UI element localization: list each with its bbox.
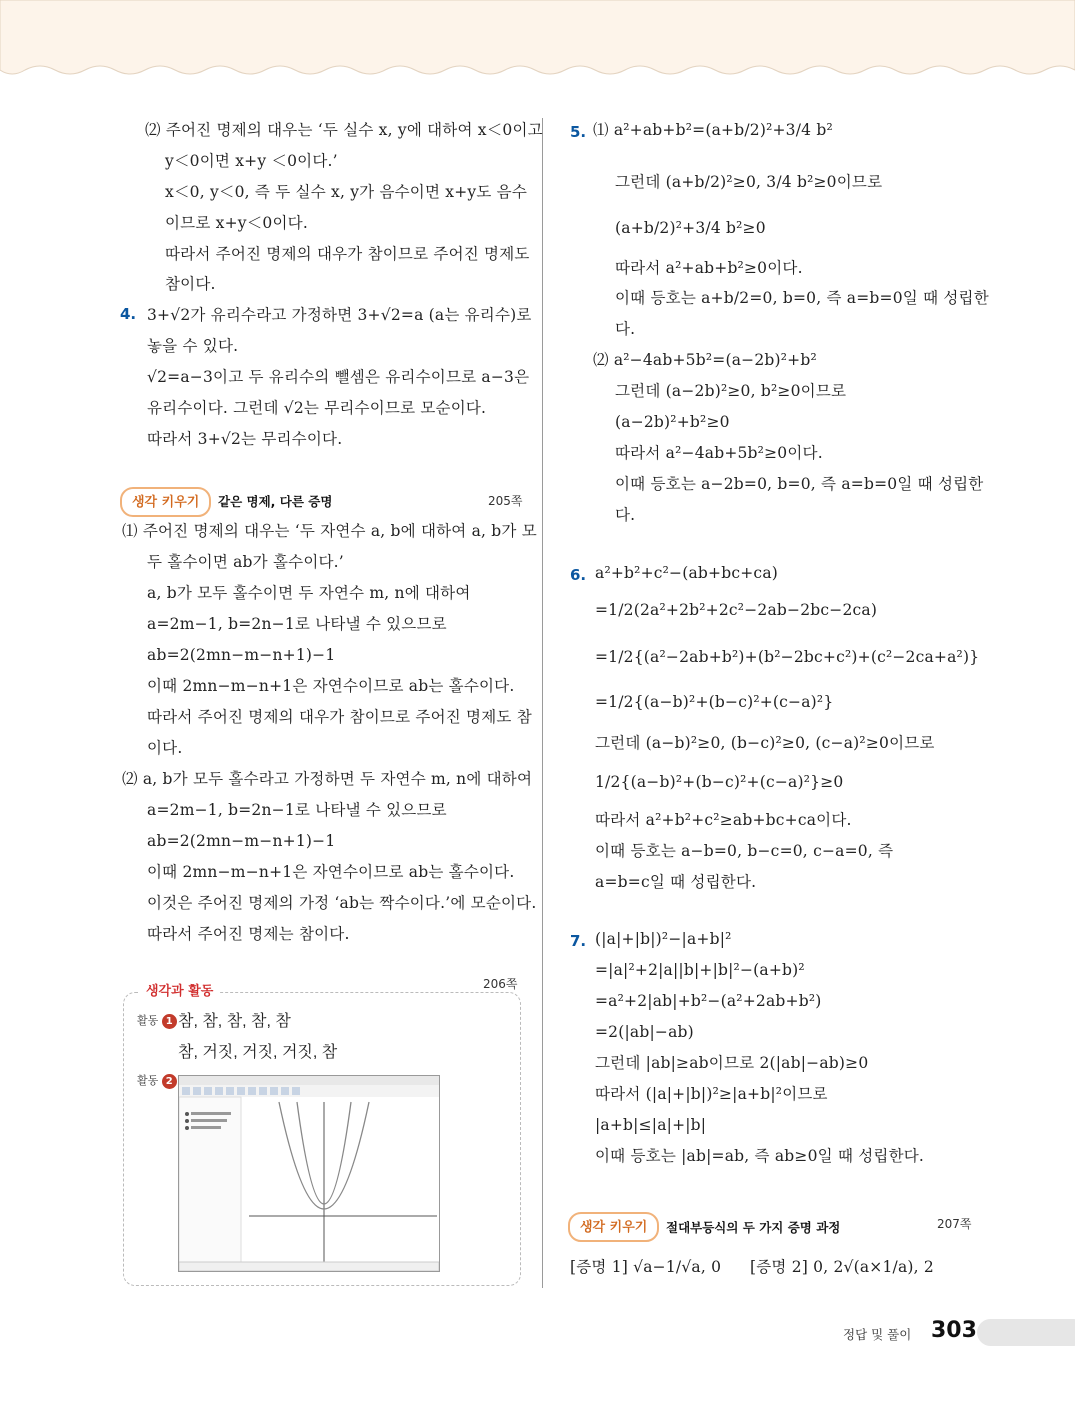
activity-title: 생각과 활동: [140, 980, 219, 999]
section-title: 같은 명제, 다른 증명: [218, 494, 333, 509]
text-line: ⑵ a, b가 모두 홀수라고 가정하면 두 자연수 m, n에 대하여: [122, 770, 533, 788]
text-line: 이때 2mn−m−n+1은 자연수이므로 ab는 홀수이다.: [147, 863, 515, 881]
text-line: 이때 등호는 a+b/2=0, b=0, 즉 a=b=0일 때 성립한: [615, 289, 989, 307]
page-reference: 205쪽: [488, 494, 523, 508]
activity-number-badge: 1: [162, 1014, 177, 1029]
text-line: |a+b|≤|a|+|b|: [595, 1116, 707, 1134]
text-line: a²+b²+c²−(ab+bc+ca): [595, 564, 779, 582]
text-line: 따라서 주어진 명제의 대우가 참이므로 주어진 명제도: [165, 245, 530, 263]
text-line: =a²+2|ab|+b²−(a²+2ab+b²): [595, 992, 822, 1010]
text-line: 이때 2mn−m−n+1은 자연수이므로 ab는 홀수이다.: [147, 677, 515, 695]
text-line: 따라서 주어진 명제의 대우가 참이므로 주어진 명제도 참: [147, 708, 532, 726]
text-line: 따라서 a²−4ab+5b²≥0이다.: [615, 444, 823, 462]
section-title: 절대부등식의 두 가지 증명 과정: [666, 1220, 841, 1235]
page-reference: 206쪽: [483, 977, 518, 991]
column-divider: [542, 118, 543, 1288]
think-badge: 생각 키우기: [568, 1212, 659, 1242]
problem-number: 7.: [570, 932, 587, 950]
text-line: a=2m−1, b=2n−1로 나타낼 수 있으므로: [147, 801, 447, 819]
text-line: =1/2{(a−b)²+(b−c)²+(c−a)²}: [595, 693, 834, 711]
text-line: 따라서 (|a|+|b|)²≥|a+b|²이므로: [595, 1085, 828, 1103]
page-reference: 207쪽: [937, 1217, 972, 1231]
proof-answer: [증명 1] √a−1/√a, 0: [570, 1258, 722, 1276]
text-line: =|a|²+2|a||b|+|b|²−(a+b)²: [595, 961, 805, 979]
text-line: ⑵ 주어진 명제의 대우는 ‘두 실수 x, y에 대하여 x＜0이고: [145, 121, 543, 139]
text-line: 참이다.: [165, 275, 216, 293]
activity-number-badge: 2: [162, 1074, 177, 1089]
text-line: 그런데 (a−2b)²≥0, b²≥0이므로: [615, 382, 847, 400]
text-line: 그런데 (a+b/2)²≥0, 3/4 b²≥0이므로: [615, 173, 883, 191]
footer-decoration: [977, 1319, 1075, 1346]
text-line: =1/2{(a²−2ab+b²)+(b²−2bc+c²)+(c²−2ca+a²)}: [595, 648, 980, 666]
text-line: =1/2(2a²+2b²+2c²−2ab−2bc−2ca): [595, 601, 878, 619]
activity-label: 활동 1: [137, 1012, 177, 1029]
text-line: 이것은 주어진 명제의 가정 ‘ab는 짝수이다.’에 모순이다.: [147, 894, 537, 912]
text-line: (a−2b)²+b²≥0: [615, 413, 730, 431]
text-line: 따라서 주어진 명제는 참이다.: [147, 925, 350, 943]
text-line: a=2m−1, b=2n−1로 나타낼 수 있으므로: [147, 615, 447, 633]
text-line: 다.: [615, 506, 636, 524]
text-line: 그런데 (a−b)²≥0, (b−c)²≥0, (c−a)²≥0이므로: [595, 734, 935, 752]
text-line: x＜0, y＜0, 즉 두 실수 x, y가 음수이면 x+y도 음수: [165, 183, 528, 201]
text-line: 따라서 3+√2는 무리수이다.: [147, 430, 343, 448]
text-line: =2(|ab|−ab): [595, 1023, 694, 1041]
text-line: 따라서 a²+b²+c²≥ab+bc+ca이다.: [595, 811, 852, 829]
activity-label: 활동 2: [137, 1072, 177, 1089]
activity-answer-row: 참, 거짓, 거짓, 거짓, 참: [178, 1044, 338, 1061]
text-line: √2=a−3이고 두 유리수의 뺄셈은 유리수이므로 a−3은: [147, 368, 530, 386]
text-line: 두 홀수이면 ab가 홀수이다.’: [147, 553, 344, 571]
text-line: 이때 등호는 a−2b=0, b=0, 즉 a=b=0일 때 성립한: [615, 475, 984, 493]
problem-number: 6.: [570, 566, 587, 584]
text-line: 1/2{(a−b)²+(b−c)²+(c−a)²}≥0: [595, 773, 844, 791]
text-line: 다.: [615, 320, 636, 338]
text-line: 이다.: [147, 739, 183, 757]
text-line: (|a|+|b|)²−|a+b|²: [595, 930, 732, 948]
activity-answer-row: 참, 참, 참, 참, 참: [178, 1013, 291, 1030]
footer-label: 정답 및 풀이: [843, 1327, 912, 1342]
problem-number: 4.: [120, 305, 137, 323]
text-line: a=b=c일 때 성립한다.: [595, 873, 757, 891]
graphing-app-screenshot: [178, 1075, 440, 1272]
text-line: 따라서 a²+ab+b²≥0이다.: [615, 259, 803, 277]
think-badge: 생각 키우기: [120, 487, 211, 517]
text-line: 그런데 |ab|≥ab이므로 2(|ab|−ab)≥0: [595, 1054, 869, 1072]
text-line: 유리수이다. 그런데 √2는 무리수이므로 모순이다.: [147, 399, 487, 417]
parabola-graph-image: [179, 1076, 439, 1271]
text-line: ab=2(2mn−m−n+1)−1: [147, 646, 336, 664]
text-line: y＜0이면 x+y ＜0이다.’: [165, 152, 338, 170]
text-line: 3+√2가 유리수라고 가정하면 3+√2=a (a는 유리수)로: [147, 306, 532, 324]
text-line: 이므로 x+y＜0이다.: [165, 214, 308, 232]
problem-number: 5.: [570, 123, 587, 141]
text-line: 놓을 수 있다.: [147, 337, 239, 355]
proof-answer: [증명 2] 0, 2√(a×1/a), 2: [750, 1258, 934, 1276]
page-number: 303: [931, 1318, 977, 1343]
top-wavy-band: [0, 0, 1075, 86]
text-line: 이때 등호는 |ab|=ab, 즉 ab≥0일 때 성립한다.: [595, 1147, 925, 1165]
text-line: a, b가 모두 홀수이면 두 자연수 m, n에 대하여: [147, 584, 471, 602]
text-line: ⑴ 주어진 명제의 대우는 ‘두 자연수 a, b에 대하여 a, b가 모: [122, 522, 537, 540]
text-line: ab=2(2mn−m−n+1)−1: [147, 832, 336, 850]
text-line: (a+b/2)²+3/4 b²≥0: [615, 219, 766, 237]
text-line: ⑵ a²−4ab+5b²=(a−2b)²+b²: [593, 351, 817, 369]
text-line: 이때 등호는 a−b=0, b−c=0, c−a=0, 즉: [595, 842, 894, 860]
text-line: ⑴ a²+ab+b²=(a+b/2)²+3/4 b²: [593, 121, 833, 139]
